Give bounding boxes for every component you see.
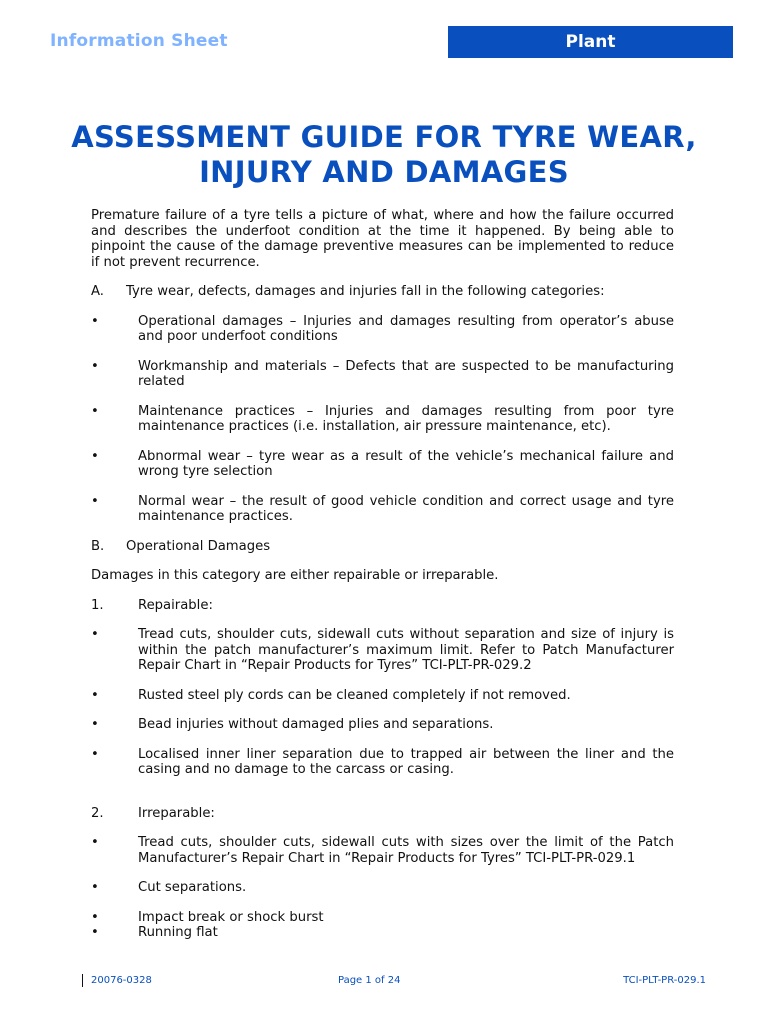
list-item-text: Maintenance practices – Injuries and damages resulting from poor tyre maintenance practices (i.e. installation, air pressure maintenance, etc). (138, 403, 674, 434)
list-item (91, 627, 674, 674)
bullet-icon: • (91, 403, 99, 419)
document-body (91, 208, 674, 941)
repairable-text: Repairable: (138, 597, 213, 613)
list-item (91, 688, 674, 704)
bullet-icon: • (91, 835, 99, 850)
bullet-icon: • (91, 717, 99, 732)
bullet-icon: • (91, 909, 99, 925)
list-item-text: Rusted steel ply cords can be cleaned completely if not removed. (138, 687, 571, 703)
list-item (91, 359, 674, 390)
section-b-text: Operational Damages (126, 538, 271, 554)
irreparable-heading (91, 806, 674, 822)
bullet-icon: • (91, 358, 99, 374)
bullet-icon: • (91, 313, 99, 329)
bullet-icon: • (91, 746, 99, 762)
bullet-icon: • (91, 687, 99, 703)
document-reference: TCI-PLT-PR-029.1 (623, 975, 706, 986)
list-item (91, 747, 674, 778)
plant-badge: Plant (448, 26, 733, 58)
list-item (91, 717, 674, 733)
list-item-text: Abnormal wear – tyre wear as a result of the vehicle’s mechanical failure and wrong tyre selection (138, 448, 674, 479)
section-b-intro: Damages in this category are either repairable or irreparable. (91, 568, 499, 583)
list-item (91, 494, 674, 525)
bullet-icon: • (91, 493, 99, 509)
irreparable-marker: 2. (91, 805, 104, 821)
list-item-text: Workmanship and materials – Defects that are suspected to be manufacturing related (138, 358, 674, 389)
repairable-heading (91, 598, 674, 614)
section-a-text: Tyre wear, defects, damages and injuries fall in the following categories: (126, 284, 605, 299)
irreparable-text: Irreparable: (138, 805, 215, 821)
bullet-icon: • (91, 880, 99, 895)
bullet-icon: • (91, 627, 99, 642)
list-item-text: Localised inner liner separation due to trapped air between the liner and the casing and no damage to the carcass or casing. (138, 746, 674, 777)
page-number: Page 1 of 24 (338, 975, 401, 986)
list-item-text: Cut separations. (138, 880, 247, 895)
list-item-text: Tread cuts, shoulder cuts, sidewall cuts with sizes over the limit of the Patch Manufacturer’s Repair Chart in “Repair Products for Tyres” TCI-PLT-PR-029.1 (138, 835, 674, 866)
list-item-text: Impact break or shock burst (138, 909, 324, 925)
repairable-marker: 1. (91, 597, 104, 613)
list-item (91, 404, 674, 435)
bullet-icon: • (91, 448, 99, 464)
list-item-text: Normal wear – the result of good vehicle condition and correct usage and tyre maintenance practices. (138, 493, 674, 524)
footer-divider (82, 974, 83, 987)
list-item-text: Operational damages – Injuries and damages resulting from operator’s abuse and poor underfoot conditions (138, 313, 674, 344)
section-a-marker: A. (91, 284, 104, 299)
page-footer (80, 974, 708, 990)
list-item (91, 880, 674, 896)
section-b-marker: B. (91, 538, 105, 554)
list-item-text: Bead injuries without damaged plies and separations. (138, 717, 494, 732)
section-a-heading (91, 284, 674, 300)
intro-paragraph: Premature failure of a tyre tells a picture of what, where and how the failure occurred and describes the underfoot condition at the time it happened. By being able to pinpoint the cause of the damage preventive measures can be implemented to reduce if not prevent recurrence. (91, 208, 674, 270)
info-sheet-label: Information Sheet (50, 31, 228, 51)
list-item-text: Running flat (138, 925, 218, 940)
document-code: 20076-0328 (91, 975, 152, 986)
list-item (91, 835, 674, 866)
list-item (91, 925, 674, 941)
list-item (91, 449, 674, 480)
list-item (91, 314, 674, 345)
bullet-icon: • (91, 925, 99, 940)
list-item (91, 910, 674, 926)
page-title: ASSESSMENT GUIDE FOR TYRE WEAR, INJURY AND DAMAGES (71, 120, 697, 189)
section-b-heading (91, 539, 674, 555)
list-item-text: Tread cuts, shoulder cuts, sidewall cuts without separation and size of injury is within the patch manufacturer’s maximum limit. Refer to Patch Manufacturer Repair Chart in “Repair Products for Tyres” TCI-PLT-PR-029.2 (138, 627, 674, 673)
